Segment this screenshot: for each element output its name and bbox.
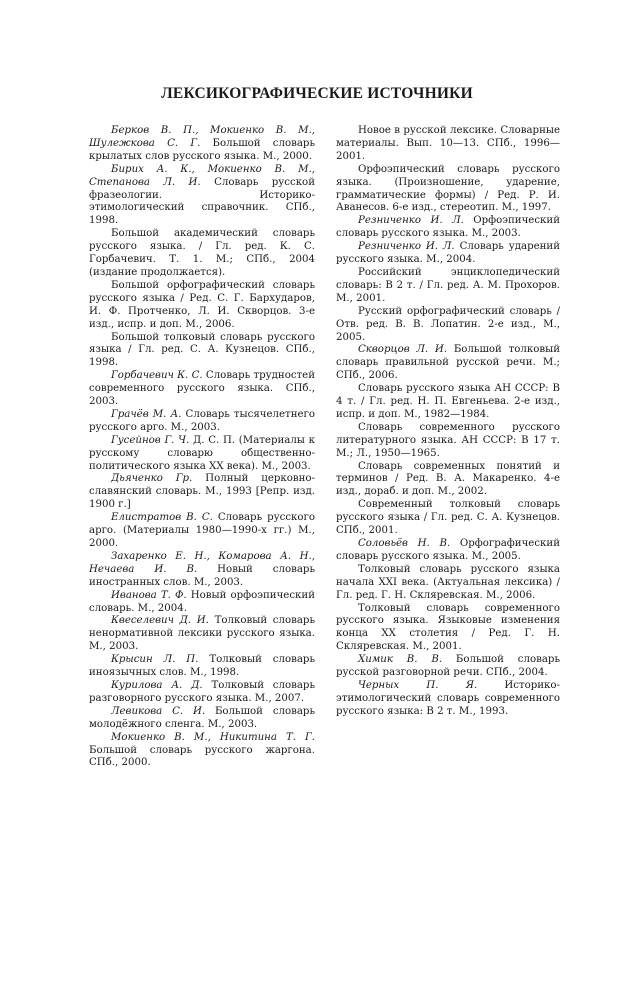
- bib-entry: [89, 370, 315, 409]
- entry-text: Большой толковый словарь правильной русской речи. М.; СПб., 2006.: [336, 344, 560, 382]
- entry-text: Толковый словарь разговорного русского языка. М., 2007.: [89, 679, 315, 704]
- bib-entry: [336, 164, 560, 216]
- bib-entry: [336, 422, 560, 461]
- entry-text: Большой орфографический словарь русского языка / Ред. С. Г. Бархударов, И. Ф. Протченко, Л. И. Скворцов. 3-е изд., испр. и доп. М., 2006.: [89, 279, 315, 330]
- entry-author: Бирих А. К., Мокиенко В. М., Степанова Л. И.: [89, 163, 315, 188]
- bib-entry: [89, 706, 315, 732]
- entry-author: Дьяченко Гр.: [111, 473, 193, 485]
- entry-text: Толковый словарь иноязычных слов. М., 1998.: [89, 654, 315, 679]
- bib-entry: [336, 241, 560, 267]
- bib-entry: [336, 383, 560, 422]
- bib-entry: [89, 409, 315, 435]
- entry-text: Толковый словарь ненормативной лексики русского языка. М., 2003.: [89, 615, 315, 653]
- entry-text: Орфоэпический словарь русского языка. (Произношение, ударение, грамматические формы) / Ред. Р. И. Аванесов. 6-е изд., стереотип. М., 1997.: [336, 163, 560, 214]
- entry-text: Современный толковый словарь русского языка / Гл. ред. С. А. Кузнецов. СПб., 2001.: [336, 499, 560, 537]
- entry-author: Захаренко Е. Н., Комарова А. Н., Нечаева И. В.: [89, 550, 315, 575]
- entry-text: Историко-этимологический словарь современного русского языка: В 2 т. М., 1993.: [336, 679, 560, 717]
- entry-author: Берков В. П., Мокиенко В. М., Шулежкова С. Г.: [89, 125, 315, 149]
- entry-text: Словарь трудностей современного русского языка. СПб., 2003.: [89, 370, 315, 408]
- entry-text: Большой словарь русской разговорной речи. СПб., 2004.: [336, 654, 560, 679]
- entry-text: Словарь русского языка АН СССР: В 4 т. / Гл. ред. Н. П. Евгеньева. 2-е изд., испр. и доп. М., 1982—1984.: [336, 383, 560, 420]
- bib-entry: [89, 732, 315, 771]
- entry-author: Иванова Т. Ф.: [111, 589, 187, 601]
- bib-entry: [336, 267, 560, 306]
- bib-entry: [336, 215, 560, 241]
- entry-text: Словарь современных понятий и терминов / Ред. В. А. Макаренко. 4-е изд., дораб. и доп. М., 2002.: [336, 460, 560, 498]
- entry-author: Соловьёв Н. В.: [358, 538, 451, 549]
- bib-entry: [89, 473, 315, 512]
- entry-text: Большой словарь молодёжного сленга. М., 2003.: [89, 705, 316, 730]
- entry-text: Российский энциклопедический словарь: В 2 т. / Гл. ред. А. М. Прохоров. М., 2001.: [336, 266, 560, 304]
- left-column: [89, 125, 315, 770]
- bib-entry: [89, 654, 315, 680]
- entry-author: Мокиенко В. М., Никитина Т. Г.: [111, 731, 315, 743]
- entry-text: Словарь тысячелетнего русского арго. М., 2003.: [89, 408, 315, 433]
- entry-author: Грачёв М. А.: [111, 408, 182, 420]
- bib-entry: [89, 164, 315, 229]
- bib-entry: [336, 125, 560, 164]
- bib-entry: [336, 344, 560, 383]
- bib-entry: [89, 332, 315, 371]
- entry-author: Елистратов В. С.: [111, 512, 213, 524]
- entry-text: Полный церковно-славянский словарь. М., 1993 [Репр. изд. 1900 г.]: [89, 473, 315, 511]
- bib-entry: [336, 654, 560, 680]
- entry-text: Новое в русской лексике. Словарные материалы. Вып. 10—13. СПб., 1996—2001.: [336, 125, 560, 162]
- entry-author: Горбачевич К. С.: [111, 370, 203, 382]
- entry-author: Скворцов Л. И.: [358, 344, 448, 356]
- entry-text: Словарь ударений русского языка. М., 2004.: [336, 241, 560, 266]
- bib-entry: [89, 680, 315, 706]
- entry-text: Словарь русской фразеологии. Историко-этимологический справочник. СПб., 1998.: [89, 176, 315, 227]
- bib-entry: [336, 538, 560, 564]
- entry-author: Квеселевич Д. И.: [111, 615, 209, 627]
- bib-entry: [89, 228, 315, 280]
- bib-entry: [89, 551, 315, 590]
- bib-entry: [89, 280, 315, 332]
- bib-entry: [89, 435, 315, 474]
- right-column: [336, 125, 560, 719]
- entry-text: Большой толковый словарь русского языка / Гл. ред. С. А. Кузнецов. СПб., 1998.: [89, 331, 315, 369]
- bib-entry: [89, 512, 315, 551]
- entry-author: Гусейнов Г. Ч.: [111, 434, 190, 446]
- entry-text: Толковый словарь современного русского языка. Языковые изменения конца XX столетия / Ред. Г. Н. Скляревская. М., 2001.: [336, 602, 560, 653]
- entry-author: Курилова А. Д.: [111, 679, 203, 691]
- bib-entry: [336, 603, 560, 655]
- bib-entry: [89, 615, 315, 654]
- bib-entry: [336, 564, 560, 603]
- entry-text: Орфоэпический словарь русского языка. М., 2003.: [336, 215, 560, 240]
- entry-text: Большой академический словарь русского языка. / Гл. ред. К. С. Горбачевич. Т. 1. М.; СПб., 2004 (издание продолжается).: [89, 228, 315, 278]
- entry-text: Большой словарь крылатых слов русского языка. М., 2000.: [89, 137, 315, 162]
- bib-entry: [336, 461, 560, 500]
- bib-entry: [336, 680, 560, 719]
- entry-author: Резниченко И. Л.: [358, 215, 464, 227]
- entry-author: Крысин Л. П.: [111, 654, 199, 666]
- page-title: ЛЕКСИКОГРАФИЧЕСКИЕ ИСТОЧНИКИ: [161, 85, 473, 102]
- bib-entry: [89, 590, 315, 616]
- entry-text: Русский орфографический словарь / Отв. ред. В. В. Лопатин. 2-е изд., М., 2005.: [336, 305, 560, 343]
- entry-text: Словарь современного русского литературного языка. АН СССР: В 17 т. М.; Л., 1950—1965.: [336, 421, 560, 459]
- entry-text: Орфографический словарь русского языка. М., 2005.: [336, 538, 560, 562]
- bib-entry: [336, 499, 560, 538]
- entry-author: Резниченко И. Л.: [358, 241, 455, 253]
- bib-entry: [336, 306, 560, 345]
- entry-text: Большой словарь русского жаргона. СПб., 2000.: [89, 744, 315, 769]
- bib-entry: [89, 125, 315, 164]
- entry-author: Черных П. Я.: [358, 679, 478, 691]
- entry-text: Словарь русского арго. (Материалы 1980—1990-х гг.) М., 2000.: [89, 512, 315, 549]
- entry-text: Толковый словарь русского языка начала XXI века. (Актуальная лексика) / Гл. ред. Г. Н. Скляревская. М., 2006.: [336, 563, 560, 601]
- entry-author: Левикова С. И.: [111, 705, 206, 717]
- entry-author: Химик В. В.: [358, 654, 443, 666]
- entry-text: Новый словарь иностранных слов. М., 2003.: [89, 563, 315, 588]
- entry-text: Д. С. П. (Материалы к русскому словарю общественно-политического языка XX века). М., 2003.: [89, 434, 315, 472]
- entry-text: Новый орфоэпический словарь. М., 2004.: [89, 589, 315, 614]
